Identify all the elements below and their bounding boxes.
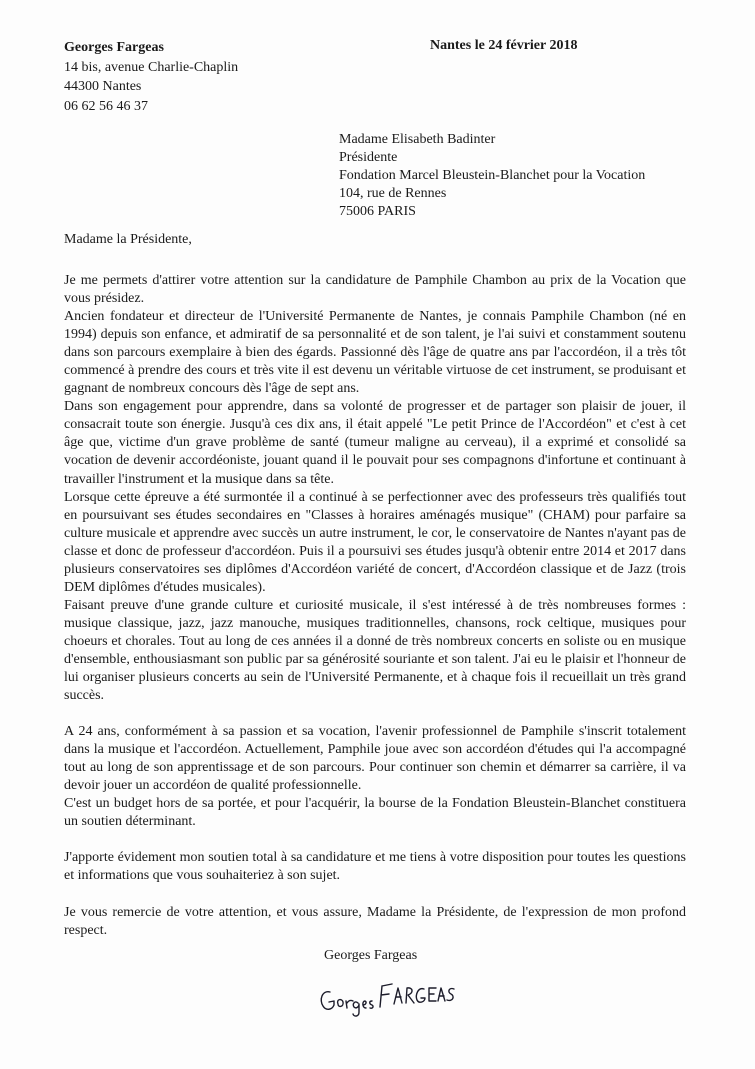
recipient-address-street: 104, rue de Rennes (339, 186, 447, 201)
handwritten-signature (316, 974, 456, 1018)
paragraph-intro: Je me permets d'attirer votre attention sur la candidature de Pamphile Chambon au prix de la Vocation que vous présidez. (64, 273, 686, 307)
paragraph-career: A 24 ans, conformément à sa passion et sa vocation, l'avenir professionnel de Pamphile s'inscrit totalement dans la musique et l'accordéon. Actuellement, Pamphile joue avec son accordéon d'études qui l'a accompagné tout au long de son apprentissage et de son parcours. Pour continuer son chemin et démarrer sa carrière, il va devoir jouer un accordéon de qualité professionnelle. (64, 724, 686, 794)
sender-address-street: 14 bis, avenue Charlie-Chaplin (64, 59, 239, 75)
sender-phone: 06 62 56 46 37 (64, 98, 148, 114)
paragraph-background: Ancien fondateur et directeur de l'Université Permanente de Nantes, je connais Pamphile Chambon (né en 1994) depuis son enfance, et admiratif de sa personnalité et de son talent, je l'ai suivi et constamment soutenu dans son parcours exemplaire à bien des égards. Passionné dès l'âge de quatre ans par l'accordéon, il a très tôt commencé à prendre des cours et très vite il est devenu un véritable virtuose de cet instrument, se produisant et gagnant de nombreux concours dès l'âge de sept ans. (64, 309, 687, 397)
letter-body (64, 272, 686, 940)
sender-name: Georges Fargeas (64, 40, 164, 55)
recipient-address-city: 75006 PARIS (339, 204, 416, 219)
paragraph-engagement: Dans son engagement pour apprendre, dans sa volonté de progresser et de partager son plaisir de jouer, il consacrait toute son énergie. Jusqu'à ces dix ans, il était appelé "Le petit Prince de l'Accordéon" et c'est à cet âge que, victime d'un grave problème de santé (tumeur maligne au cerveau), il a exprimé et consolidé sa vocation de devenir accordéoniste, jouant quand il le pouvait pour ses compagnons d'infortune et continuant à travailler l'instrument et la musique dans sa tête. (64, 399, 686, 487)
signature-name: Georges Fargeas (324, 948, 418, 963)
letter-date: Nantes le 24 février 2018 (430, 38, 578, 53)
salutation: Madame la Présidente, (64, 232, 192, 247)
recipient-block (339, 131, 645, 221)
recipient-organization: Fondation Marcel Bleustein-Blanchet pour la Vocation (339, 168, 646, 183)
recipient-name: Madame Elisabeth Badinter (339, 132, 496, 147)
paragraph-studies: Lorsque cette épreuve a été surmontée il a continué à se perfectionner avec des professeurs très qualifiés tout en poursuivant ses études secondaires en "Classes à horaires aménagés musique" (CHAM) pour parfaire sa culture musicale et apprendre avec succès un autre instrument, le cor, le conservatoire de Nantes n'ayant pas de classe et donc de professeur d'accordéon. Puis il a poursuivi ses études jusqu'à obtenir entre 2014 et 2017 dans plusieurs conservatoires ses diplômes d'Accordéon variété de concert, d'Accordéon classique et de Jazz (trois DEM diplômes d'études musicales). (64, 489, 686, 595)
paragraph-culture: Faisant preuve d'une grande culture et curiosité musicale, il s'est intéressé à de très nombreuses formes : musique classique, jazz, jazz manouche, musiques traditionnelles, chansons, rock celtique, musiques pour choeurs et chorales. Tout au long de ces années il a donné de très nombreux concerts en soliste ou en musique d'ensemble, enthousiasmant son public par sa générosité souriante et son talent. J'ai eu le plaisir et l'honneur de lui organiser plusieurs concerts au sein de l'Université Permanente, et à chaque fois il recueillait un très grand succès. (64, 597, 686, 704)
sender-block (64, 38, 238, 116)
sender-address-city: 44300 Nantes (64, 79, 142, 94)
paragraph-support: J'apporte évidement mon soutien total à sa candidature et me tiens à votre disposition pour toutes les questions et informations que vous souhaiteriez à son sujet. (64, 850, 686, 884)
paragraph-budget: C'est un budget hors de sa portée, et pour l'acquérir, la bourse de la Fondation Bleustein-Blanchet constituera un soutien déterminant. (64, 796, 686, 830)
recipient-title: Présidente (339, 150, 398, 165)
paragraph-closing: Je vous remercie de votre attention, et vous assure, Madame la Présidente, de l'expression de mon profond respect. (64, 904, 686, 938)
